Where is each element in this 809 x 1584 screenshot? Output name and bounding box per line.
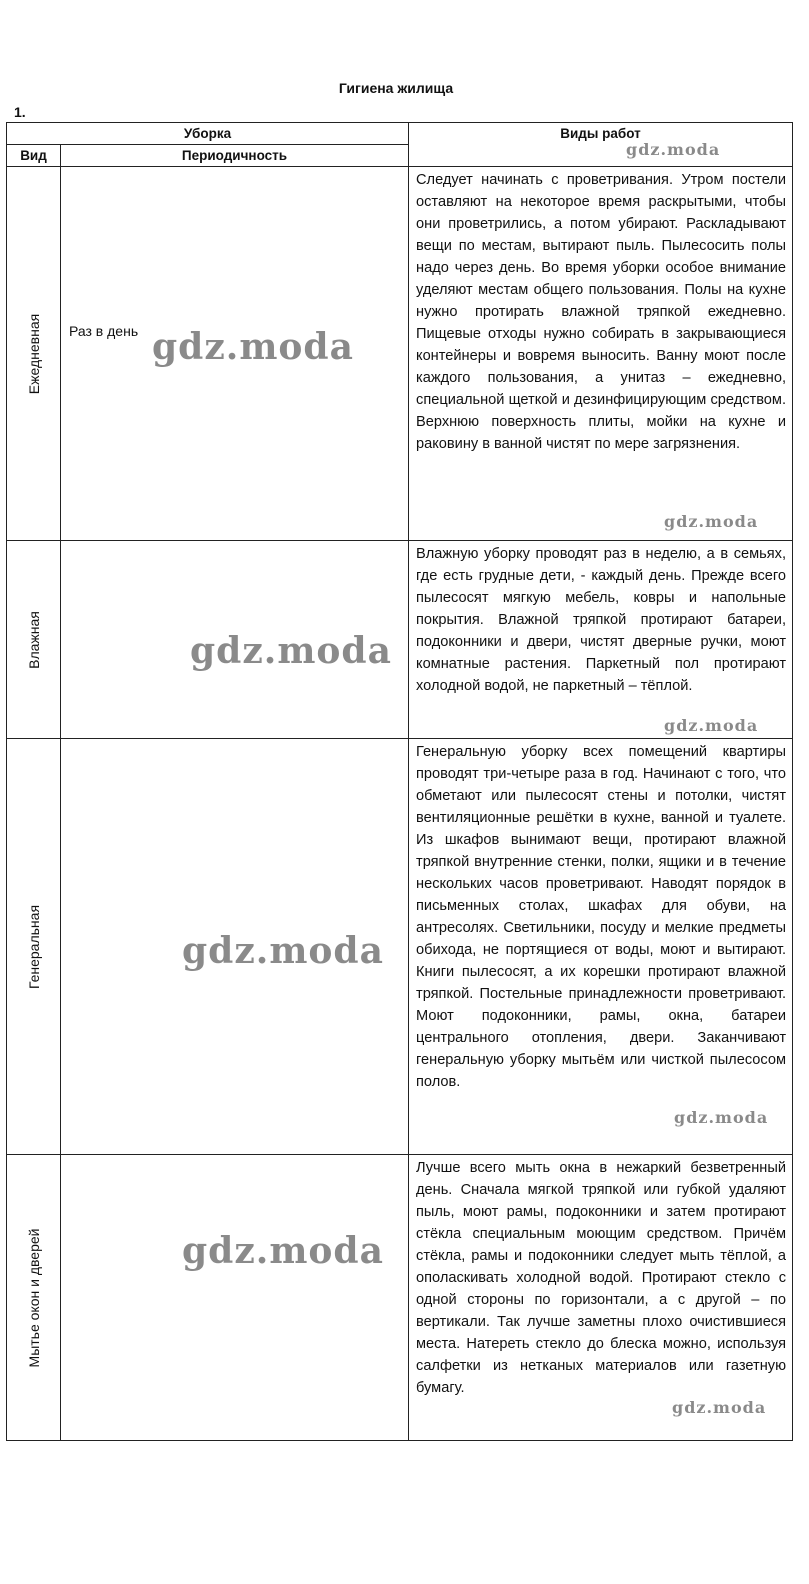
work-text: Лучше всего мыть окна в нежаркий безветренный день. Сначала мягкой тряпкой или губкой удаляют пыль, моют рамы, подоконники и затем протирают стёкла специальным моющим средством. Причём стёкла, рамы и подоконники следует мыть тёплой, а ополаскивать холодной водой. Протирают стекло с одной стороны по горизонтали, а с другой – по вертикали. Так лучше заметны плохо очистившиеся места. Натереть стекло до блеска можно, используя салфетки из нетканых материалов или газетную бумагу. [416, 1160, 787, 1396]
period-cell [61, 167, 409, 541]
kind-cell [7, 167, 61, 541]
watermark: gdz.moda [674, 1108, 769, 1127]
kind-cell [7, 739, 61, 1155]
kind-cell [7, 1155, 61, 1441]
watermark: gdz.moda [152, 326, 354, 368]
watermark: gdz.moda [182, 1230, 384, 1272]
item-number: 1. [14, 104, 26, 120]
kind-label: Влажная [25, 610, 42, 669]
period-cell [61, 739, 409, 1155]
kind-label: Генеральная [25, 904, 42, 989]
table-row [7, 1155, 793, 1441]
period-label: Раз в день [69, 323, 139, 339]
watermark: gdz.moda [664, 716, 759, 735]
header-work-types: Виды работ [409, 123, 793, 167]
watermark: gdz.moda [672, 1398, 767, 1417]
kind-label: Ежедневная [25, 313, 42, 394]
table-row [7, 739, 793, 1155]
work-cell [409, 167, 793, 541]
cleaning-table [6, 122, 793, 1441]
header-period: Периодичность [61, 145, 409, 167]
table-row [7, 167, 793, 541]
watermark: gdz.moda [182, 930, 384, 972]
header-cleaning: Уборка [7, 123, 409, 145]
kind-cell [7, 541, 61, 739]
work-cell [409, 541, 793, 739]
work-text: Следует начинать с проветривания. Утром постели оставляют на некоторое время раскрытыми, чтобы они проветрились, а потом убирают. Раскладывают вещи по местам, вытирают пыль. Пылесосить полы надо через день. Во время уборки особое внимание уделяют местам общего пользования. Полы на кухне нужно протирать влажной тряпкой ежедневно. Пищевые отходы нужно собирать в закрывающиеся контейнеры и вовремя выносить. Ванну моют после каждого пользования, а унитаз – ежедневно, специальной щеткой и дезинфицирующим средством. Верхнюю поверхность плиты, мойки на кухне и раковину в ванной чистят по мере загрязнения. [416, 172, 787, 452]
watermark: gdz.moda [626, 140, 721, 159]
header-row-group [7, 123, 793, 145]
header-kind: Вид [7, 145, 61, 167]
kind-label: Мытье окон и дверей [25, 1228, 42, 1367]
table-row [7, 541, 793, 739]
work-cell [409, 739, 793, 1155]
work-text: Влажную уборку проводят раз в неделю, а в семьях, где есть грудные дети, - каждый день. Прежде всего пылесосят мягкую мебель, ковры и напольные покрытия. Влажной тряпкой протирают батареи, подоконники и двери, чистят дверные ручки, моют комнатные растения. Паркетный пол протирают холодной водой, не паркетный – тёплой. [416, 546, 787, 694]
period-cell [61, 541, 409, 739]
work-cell [409, 1155, 793, 1441]
watermark: gdz.moda [664, 512, 759, 531]
work-text: Генеральную уборку всех помещений квартиры проводят три-четыре раза в год. Начинают с того, что обметают или пылесосят стены и потолки, чистят вентиляционные решётки в кухне, ванной и туалете. Из шкафов вынимают вещи, протирают влажной тряпкой внутренние стенки, полки, ящики и в течение нескольких часов проветривают. Наводят порядок в письменных столах, шкафах для обуви, на антресолях. Светильники, посуду и мелкие предметы обихода, не портящиеся от воды, моют и вытирают. Книги пылесосят, а их корешки протирают влажной тряпкой. Постельные принадлежности проветривают. Моют подоконники, рамы, окна, батареи центрального отопления, двери. Заканчивают генеральную уборку мытьём или чисткой пылесосом полов. [416, 744, 787, 1090]
page-title: Гигиена жилища [338, 80, 454, 96]
period-cell [61, 1155, 409, 1441]
watermark: gdz.moda [190, 630, 392, 672]
